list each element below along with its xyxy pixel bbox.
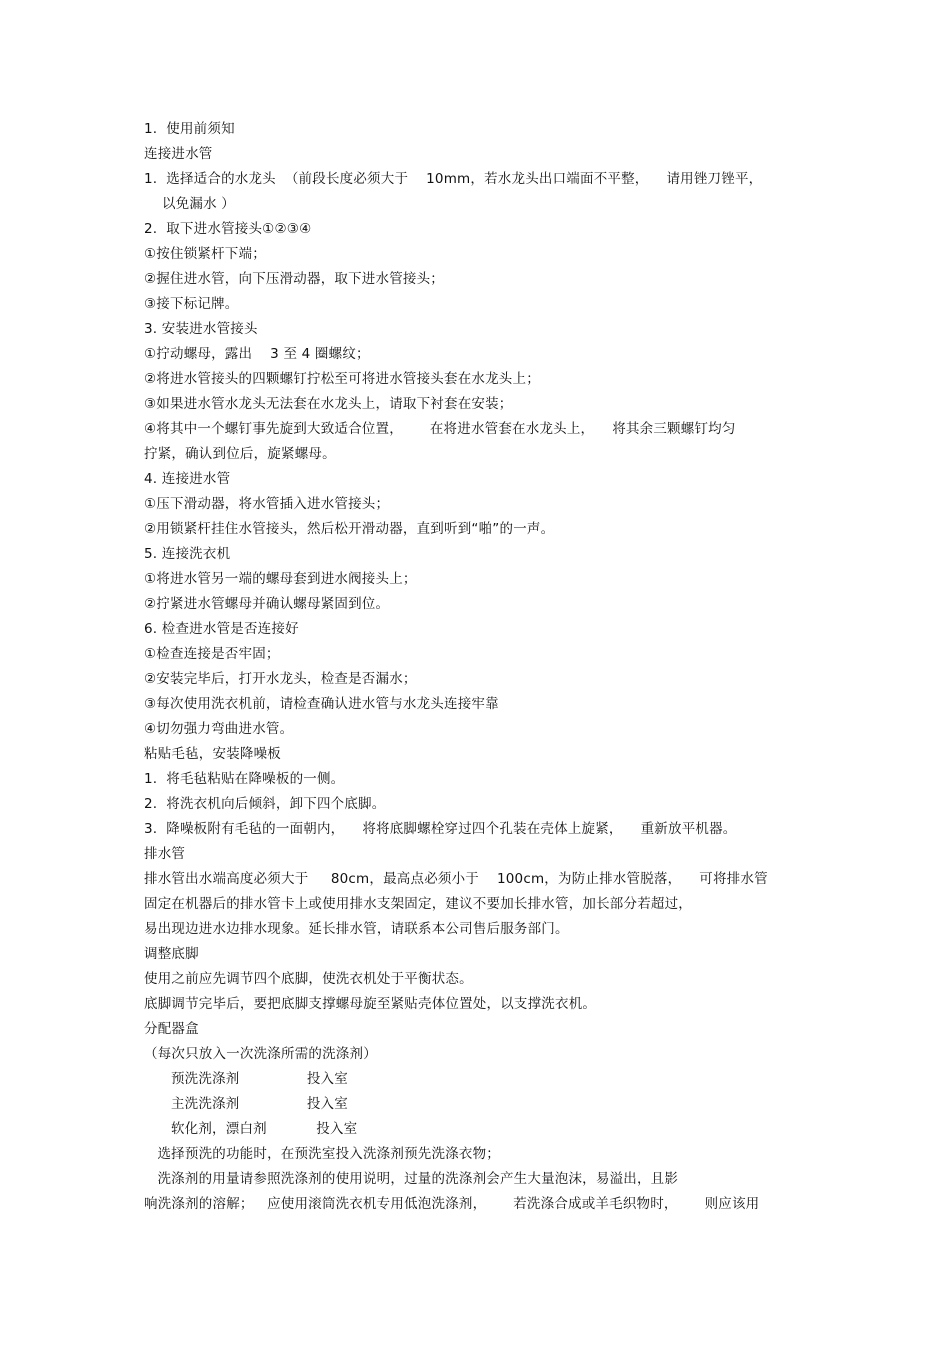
text-line: ③每次使用洗衣机前，请检查确认进水管与水龙头连接牢靠 (144, 696, 499, 712)
text-line: 底脚调节完毕后，要把底脚支撑螺母旋至紧贴壳体位置处，以支撑洗衣机。 (144, 996, 597, 1012)
text-line: 2. 取下进水管接头①②③④ (144, 221, 312, 237)
subsection-heading: 分配器盒 (144, 1021, 199, 1037)
text-line: ①拧动螺母，露出 3 至 4 圈螺纹； (144, 346, 370, 362)
text-line: 选择预洗的功能时，在预洗室投入洗涤剂预先洗涤衣物； (144, 1146, 500, 1162)
text-line: ④将其中一个螺钉事先旋到大致适合位置， 在将进水管套在水龙头上， 将其余三颗螺钉均匀 (144, 421, 736, 437)
text-line: 响洗涤剂的溶解； 应使用滚筒洗衣机专用低泡洗涤剂， 若洗涤合成或羊毛织物时， 则应该用 (144, 1196, 760, 1212)
text-line: 洗涤剂的用量请参照洗涤剂的使用说明，过量的洗涤剂会产生大量泡沫，易溢出，且影 (144, 1171, 679, 1187)
text-line: 3. 降噪板附有毛毡的一面朝内， 将将底脚螺栓穿过四个孔装在壳体上旋紧， 重新放平机器。 (144, 821, 737, 837)
subsection-heading: 6. 检查进水管是否连接好 (144, 621, 299, 637)
text-line: ②握住进水管，向下压滑动器，取下进水管接头； (144, 271, 445, 287)
text-line: ①检查连接是否牢固； (144, 646, 280, 662)
text-line: ②拧紧进水管螺母并确认螺母紧固到位。 (144, 596, 390, 612)
text-line: 软化剂，漂白剂 投入室 (144, 1121, 358, 1137)
subsection-heading: 4. 连接进水管 (144, 471, 231, 487)
text-line: ④切勿强力弯曲进水管。 (144, 721, 294, 737)
subsection-heading: 排水管 (144, 846, 186, 862)
text-line: ①将进水管另一端的螺母套到进水阀接头上； (144, 571, 417, 587)
text-line: ①按住锁紧杆下端； (144, 246, 266, 262)
text-line: ①压下滑动器，将水管插入进水管接头； (144, 496, 390, 512)
subsection-heading: 粘贴毛毡，安装降噪板 (144, 746, 281, 762)
text-line: 2. 将洗衣机向后倾斜，卸下四个底脚。 (144, 796, 386, 812)
text-line: ②用锁紧杆挂住水管接头，然后松开滑动器，直到听到“啪”的一声。 (144, 521, 555, 537)
text-line: 预洗洗涤剂 投入室 (144, 1071, 348, 1087)
text-line: 1. 选择适合的水龙头 （前段长度必须大于 10mm，若水龙头出口端面不平整， 请用锉刀锉平， (144, 171, 763, 187)
text-line: 排水管出水端高度必须大于 80cm，最高点必须小于 100cm，为防止排水管脱落， 可将排水管 (144, 871, 768, 887)
text-line: （每次只放入一次洗涤所需的洗涤剂） (144, 1046, 377, 1062)
text-line: 易出现边进水边排水现象。延长排水管，请联系本公司售后服务部门。 (144, 921, 569, 937)
text-line: ③如果进水管水龙头无法套在水龙头上，请取下衬套在安装； (144, 396, 513, 412)
subsection-heading: 连接进水管 (144, 146, 213, 162)
text-line: 拧紧，确认到位后，旋紧螺母。 (144, 446, 336, 462)
text-line: 主洗洗涤剂 投入室 (144, 1096, 348, 1112)
text-line: 以免漏水 ） (144, 196, 235, 212)
section-heading: 1. 使用前须知 (144, 121, 235, 137)
text-line: ②安装完毕后，打开水龙头，检查是否漏水； (144, 671, 417, 687)
subsection-heading: 3. 安装进水管接头 (144, 321, 258, 337)
text-line: 1. 将毛毡粘贴在降噪板的一侧。 (144, 771, 345, 787)
text-line: 固定在机器后的排水管卡上或使用排水支架固定，建议不要加长排水管，加长部分若超过， (144, 896, 692, 912)
text-line: 使用之前应先调节四个底脚，使洗衣机处于平衡状态。 (144, 971, 473, 987)
subsection-heading: 调整底脚 (144, 946, 199, 962)
text-line: ③接下标记牌。 (144, 296, 239, 312)
subsection-heading: 5. 连接洗衣机 (144, 546, 231, 562)
text-line: ②将进水管接头的四颗螺钉拧松至可将进水管接头套在水龙头上； (144, 371, 540, 387)
